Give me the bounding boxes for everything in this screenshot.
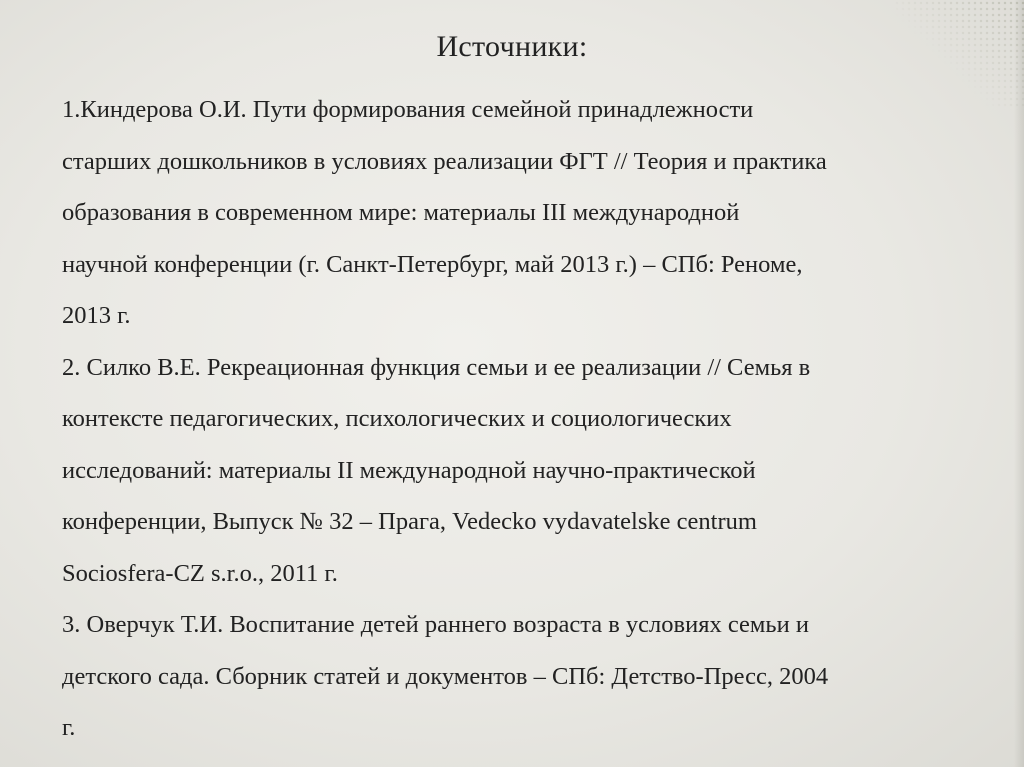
reference-line: г. xyxy=(62,714,76,741)
reference-line: 2013 г. xyxy=(62,302,131,329)
reference-line: Sociosfera-CZ s.r.o., 2011 г. xyxy=(62,559,338,587)
reference-2 xyxy=(62,342,967,600)
reference-line: 1.Киндерова О.И. Пути формирования семейной принадлежности xyxy=(62,96,754,123)
reference-line: детского сада. Сборник статей и документов – СПб: Детство-Пресс, 2004 xyxy=(62,662,829,690)
slide-edge-shadow xyxy=(1014,0,1024,767)
reference-1 xyxy=(62,84,967,342)
reference-line: конференции, Выпуск № 32 – Прага, Vedecko vydavatelske centrum xyxy=(62,508,757,535)
reference-line: исследований: материалы II международной научно-практической xyxy=(62,456,756,484)
reference-line: научной конференции (г. Санкт-Петербург, май 2013 г.) – СПб: Реноме, xyxy=(62,250,803,278)
slide-title: Источники: xyxy=(436,30,588,63)
references-list xyxy=(62,84,967,754)
reference-line: 3. Оверчук Т.И. Воспитание детей раннего возраста в условиях семьи и xyxy=(62,611,809,638)
reference-line: 2. Силко В.Е. Рекреационная функция семьи и ее реализации // Семья в xyxy=(62,353,811,381)
reference-line: старших дошкольников в условиях реализации ФГТ // Теория и практика xyxy=(62,147,827,175)
reference-3 xyxy=(62,599,967,754)
reference-line: контексте педагогических, психологических и социологических xyxy=(62,405,732,432)
reference-line: образования в современном мире: материалы III международной xyxy=(62,199,740,226)
